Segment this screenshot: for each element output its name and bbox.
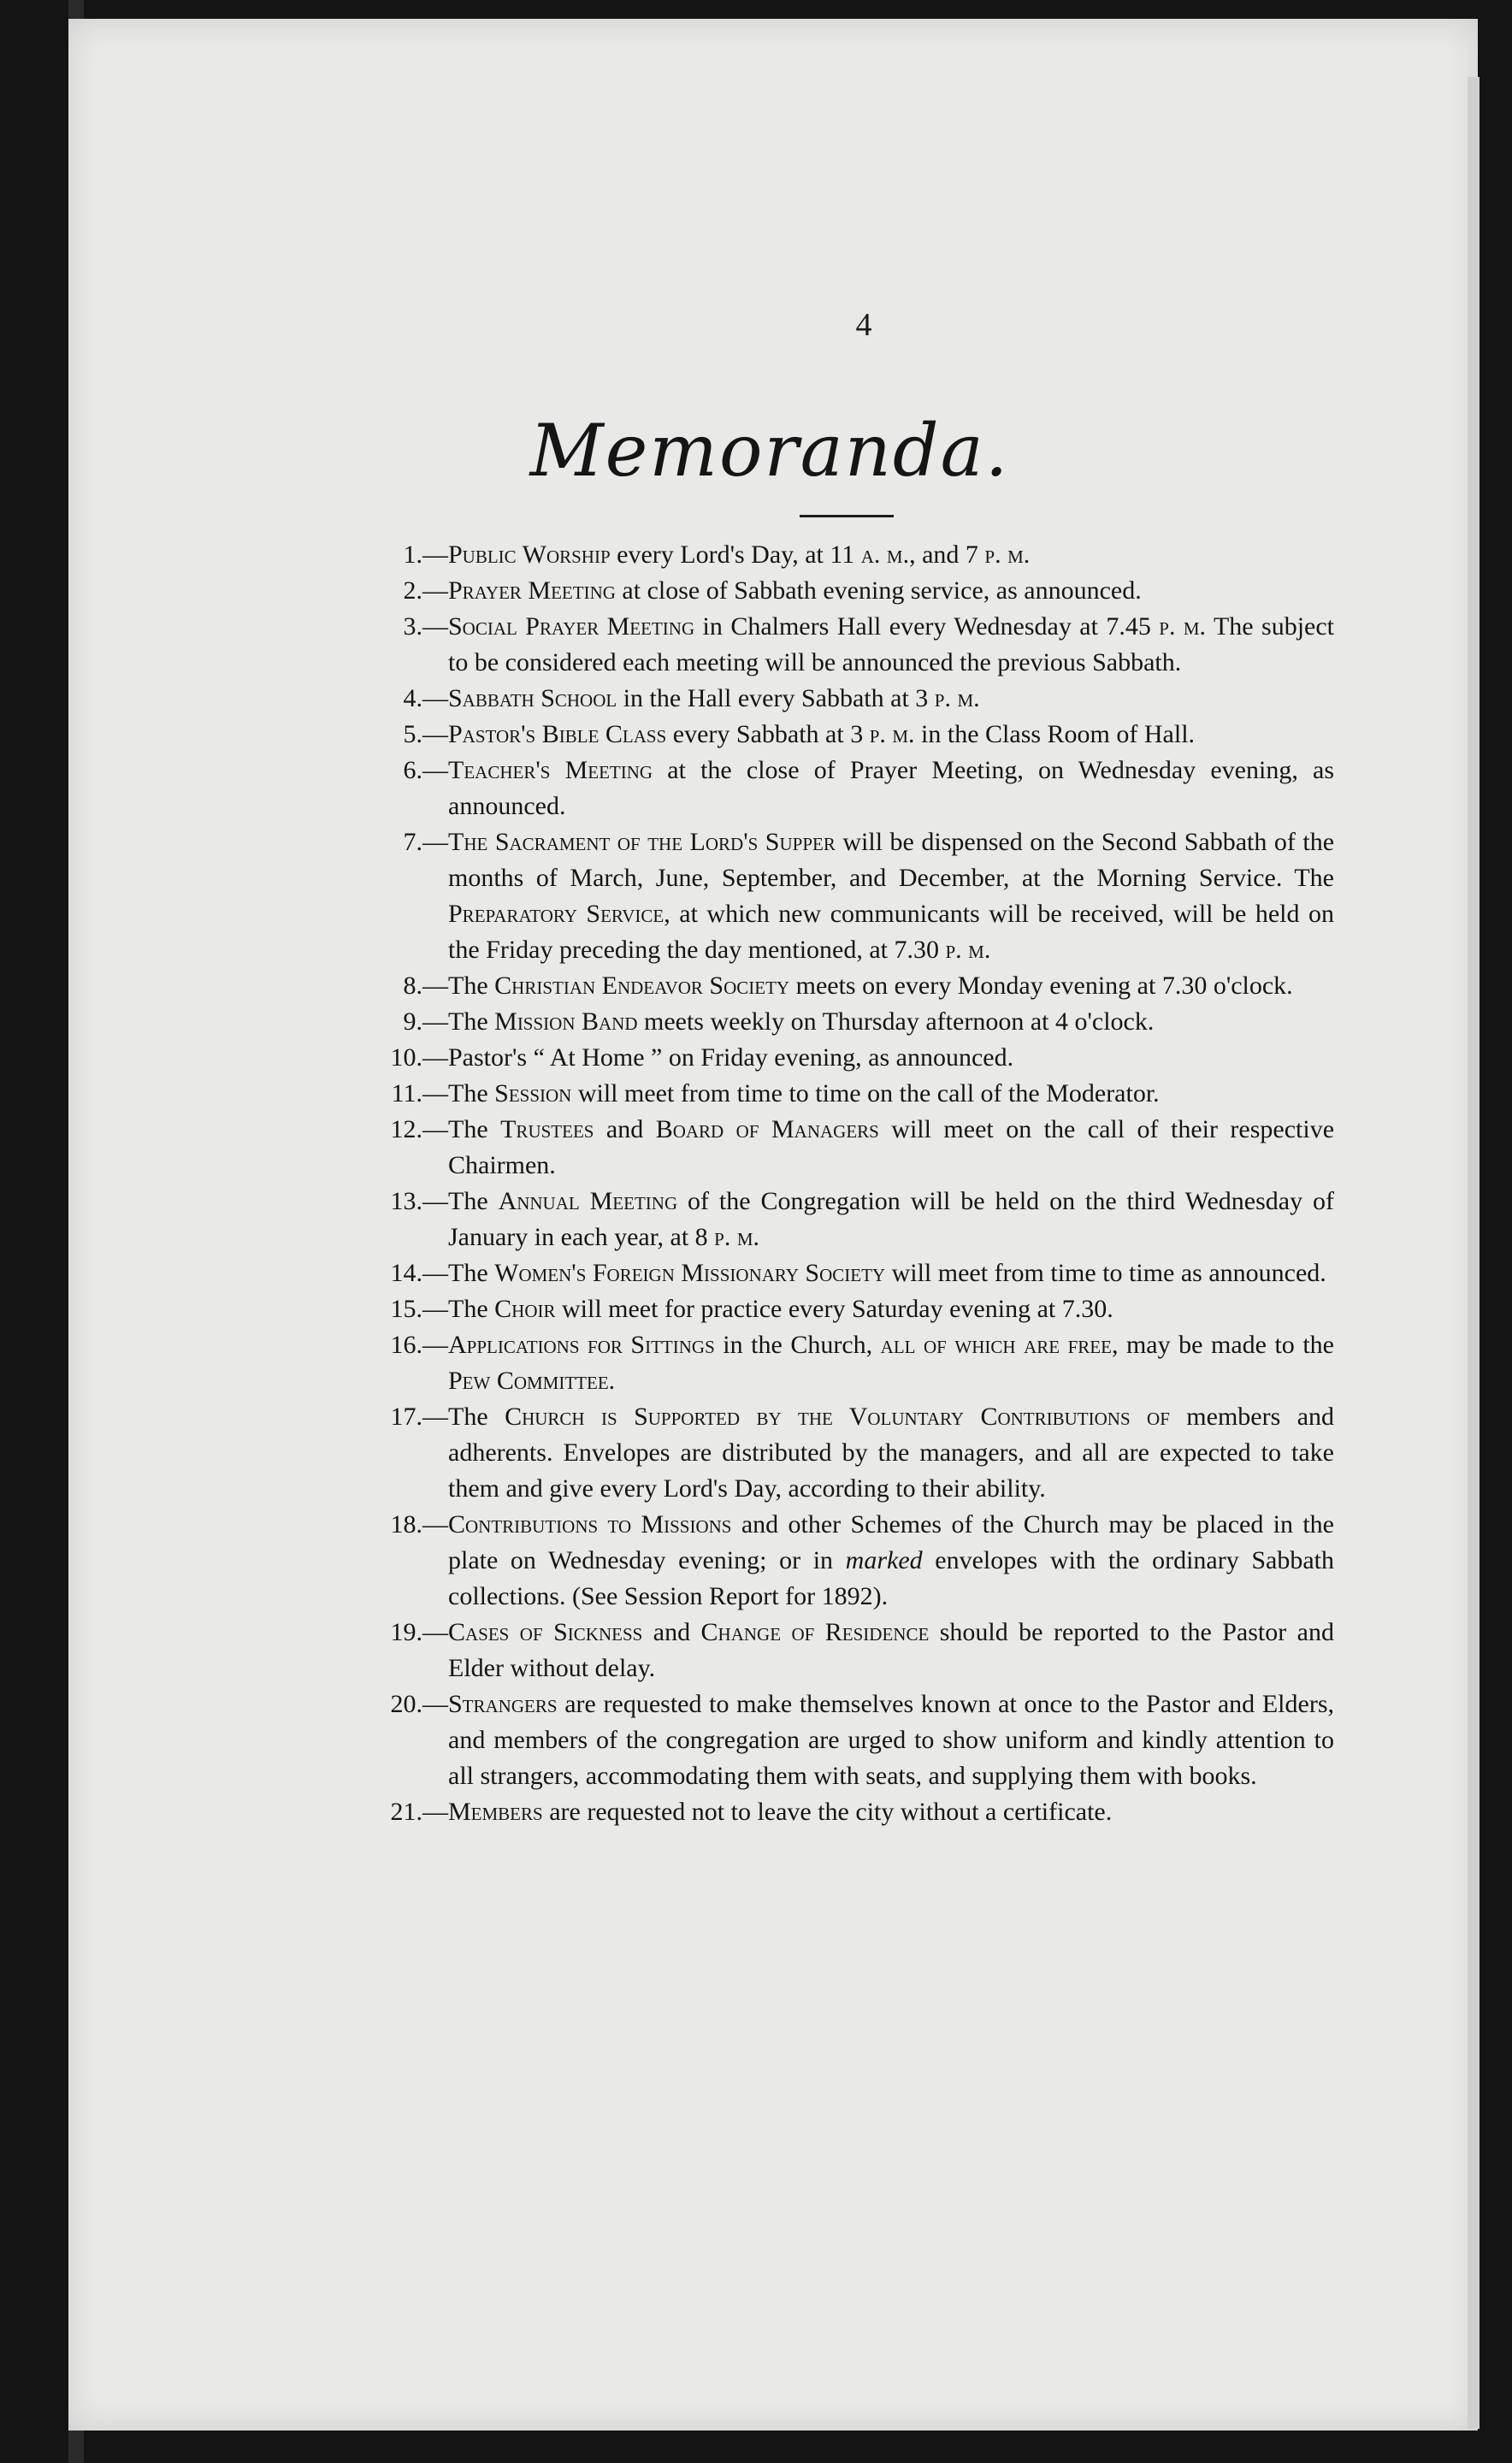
memo-item-number: 2.— bbox=[403, 576, 448, 605]
memo-item-text: Social Prayer Meeting in Chalmers Hall every Wednesday at 7.45 p. m. The subject to be considered each meeting will be announced the previous Sabbath. bbox=[448, 612, 1334, 676]
memo-item bbox=[368, 537, 1334, 573]
memo-item bbox=[368, 1794, 1334, 1830]
memo-item-number: 7.— bbox=[403, 828, 448, 856]
page-title: Memoranda. bbox=[529, 409, 1010, 493]
memo-item-number: 6.— bbox=[403, 756, 448, 784]
memo-item-number: 21.— bbox=[390, 1798, 448, 1826]
memo-item bbox=[368, 609, 1334, 681]
memo-item bbox=[368, 1615, 1334, 1686]
memo-item bbox=[368, 573, 1334, 609]
memo-item bbox=[368, 717, 1334, 753]
memo-item-number: 15.— bbox=[390, 1295, 448, 1323]
memo-item-number: 18.— bbox=[390, 1510, 448, 1539]
memo-item-text: The Trustees and Board of Managers will meet on the call of their respective Chairmen. bbox=[448, 1115, 1335, 1179]
memo-item-text: Public Worship every Lord's Day, at 11 a. m., and 7 p. m. bbox=[448, 540, 1031, 569]
memo-item-text: The Women's Foreign Missionary Society will meet from time to time as announced. bbox=[448, 1259, 1326, 1287]
memoranda-list bbox=[368, 537, 1334, 1830]
memo-item-text: Contributions to Missions and other Schemes of the Church may be placed in the plate on Wednesday evening; or in marked envelopes with the ordinary Sabbath collections. (See Session Report for 1892). bbox=[448, 1510, 1334, 1610]
memo-item-number: 14.— bbox=[390, 1259, 448, 1287]
memo-item-number: 10.— bbox=[390, 1043, 448, 1072]
memo-item-number: 13.— bbox=[390, 1187, 448, 1215]
memo-item-text: Cases of Sickness and Change of Residence should be reported to the Pastor and Elder without delay. bbox=[448, 1618, 1334, 1682]
memo-item bbox=[368, 1291, 1334, 1327]
memo-item-number: 17.— bbox=[390, 1403, 448, 1431]
memo-item-number: 12.— bbox=[390, 1115, 448, 1143]
memo-item-text: Sabbath School in the Hall every Sabbath at 3 p. m. bbox=[448, 684, 980, 712]
memo-item-number: 1.— bbox=[403, 540, 448, 569]
memo-item bbox=[368, 1507, 1334, 1615]
memo-item-text: Pastor's “ At Home ” on Friday evening, as announced. bbox=[448, 1043, 1014, 1072]
memo-item bbox=[368, 1004, 1334, 1040]
title-rule bbox=[800, 515, 894, 517]
memo-item bbox=[368, 1040, 1334, 1076]
memo-item bbox=[368, 1399, 1334, 1507]
memo-item-text: Members are requested not to leave the city without a certificate. bbox=[448, 1798, 1113, 1826]
memo-item-number: 3.— bbox=[403, 612, 448, 641]
page-number: 4 bbox=[855, 307, 872, 343]
memo-item-number: 4.— bbox=[403, 684, 448, 712]
memo-item-number: 16.— bbox=[390, 1331, 448, 1359]
memo-item-text: The Session will meet from time to time on the call of the Moderator. bbox=[448, 1079, 1160, 1107]
memo-item bbox=[368, 1076, 1334, 1112]
memo-item-text: The Annual Meeting of the Congregation will be held on the third Wednesday of January in each year, at 8 p. m. bbox=[448, 1187, 1335, 1251]
memo-item-text: The Christian Endeavor Society meets on every Monday evening at 7.30 o'clock. bbox=[448, 972, 1293, 1000]
memo-item-text: The Mission Band meets weekly on Thursday afternoon at 4 o'clock. bbox=[448, 1007, 1155, 1036]
memo-item bbox=[368, 1327, 1334, 1399]
memo-item-text: Pastor's Bible Class every Sabbath at 3 p. m. in the Class Room of Hall. bbox=[448, 720, 1196, 748]
memo-item-text: The Sacrament of the Lord's Supper will be dispensed on the Second Sabbath of the months of March, June, September, and December, at the Morning Service. The Preparatory Service, at which new communicants will be received, will be held on the Friday preceding the day mentioned, at 7.30 p. m. bbox=[448, 828, 1335, 964]
memo-item-text: Strangers are requested to make themselves known at once to the Pastor and Elders, and members of the congregation are urged to show uniform and kindly attention to all strangers, accommodating them with seats, and supplying them with books. bbox=[448, 1690, 1334, 1790]
memo-item-number: 8.— bbox=[403, 972, 448, 1000]
memo-item-text: The Church is Supported by the Voluntary Contributions of members and adherents. Envelopes are distributed by the managers, and all are expected to take them and give every Lord's Day, according to their ability. bbox=[448, 1403, 1335, 1503]
memo-item bbox=[368, 1686, 1334, 1794]
page-edge bbox=[1468, 77, 1480, 2429]
memo-item-number: 5.— bbox=[403, 720, 448, 748]
memo-item-text: Prayer Meeting at close of Sabbath evening service, as announced. bbox=[448, 576, 1142, 605]
memo-item bbox=[368, 753, 1334, 824]
memo-item-text: The Choir will meet for practice every Saturday evening at 7.30. bbox=[448, 1295, 1113, 1323]
memo-item bbox=[368, 681, 1334, 717]
memo-item bbox=[368, 1255, 1334, 1291]
memo-item-number: 19.— bbox=[390, 1618, 448, 1646]
memo-item-text: Applications for Sittings in the Church, all of which are free, may be made to the Pew Committee. bbox=[448, 1331, 1334, 1395]
memo-item bbox=[368, 1184, 1334, 1255]
memo-item bbox=[368, 824, 1334, 968]
memo-item bbox=[368, 968, 1334, 1004]
memo-item-number: 9.— bbox=[403, 1007, 448, 1036]
memo-item-number: 11.— bbox=[391, 1079, 448, 1107]
memo-item bbox=[368, 1112, 1334, 1184]
memo-item-number: 20.— bbox=[390, 1690, 448, 1718]
memo-item-text: Teacher's Meeting at the close of Prayer Meeting, on Wednesday evening, as announced. bbox=[448, 756, 1334, 820]
